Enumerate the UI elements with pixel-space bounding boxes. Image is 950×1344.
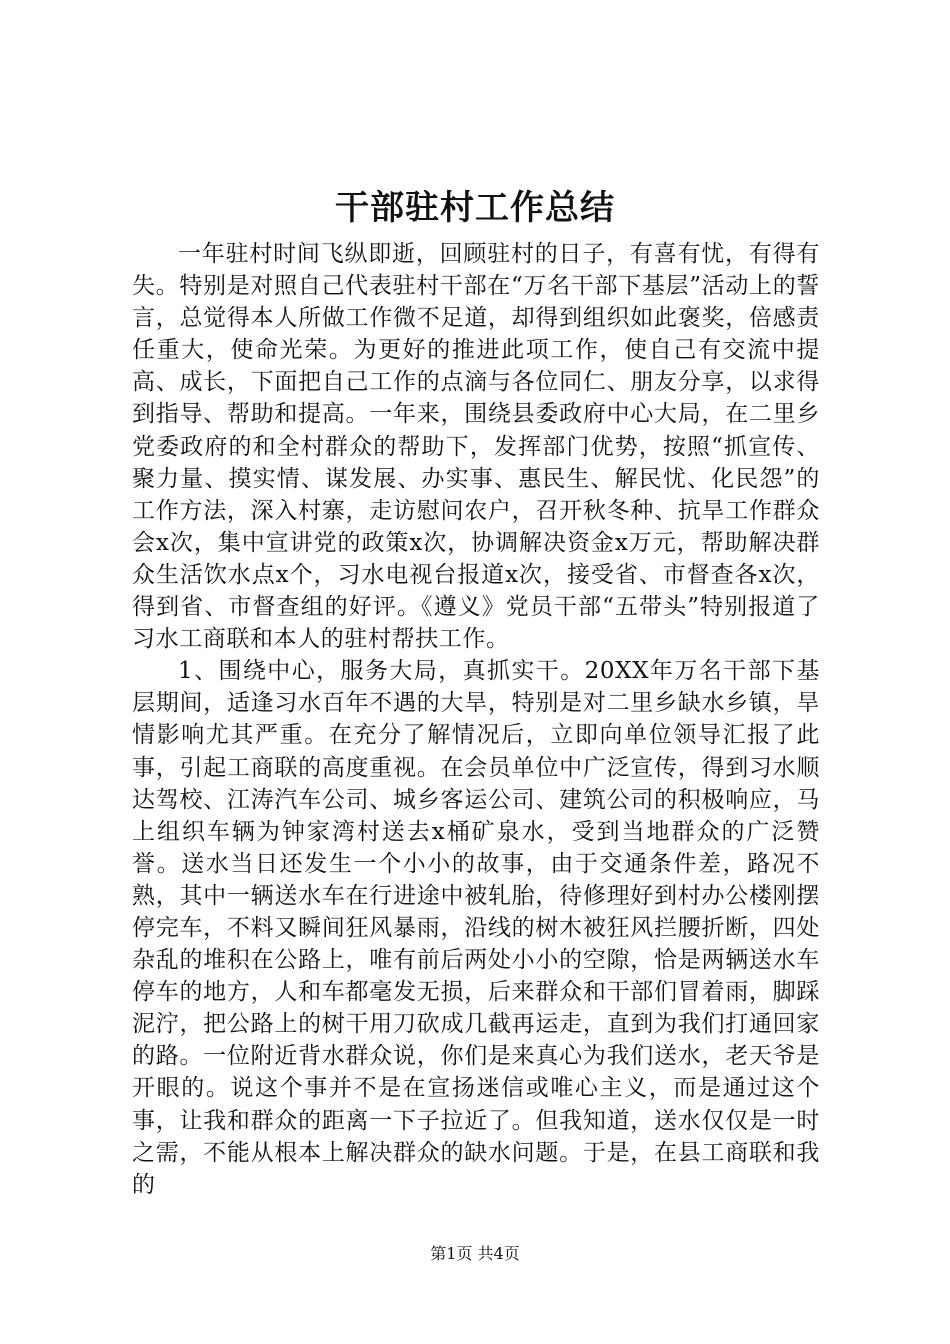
page-number-footer: 第1页 共4页 bbox=[430, 1244, 520, 1263]
paragraph-intro: 一年驻村时间飞纵即逝，回顾驻村的日子，有喜有忧，有得有失。特别是对照自己代表驻村干部在“万名干部下基层”活动上的誓言，总觉得本人所做工作微不足道，却得到组织如此褒奖，倍感责任重大，使命光荣。为更好的推进此项工作，使自己有交流中提高、成长，下面把自己工作的点滴与各位同仁、朋友分享，以求得到指导、帮助和提高。一年来，围绕县委政府中心大局，在二里乡党委政府的和全村群众的帮助下，发挥部门优势，按照“抓宣传、聚力量、摸实情、谋发展、办实事、惠民生、解民忧、化民怨”的工作方法，深入村寨，走访慰问农户，召开秋冬种、抗旱工作群众会x次，集中宣讲党的政策x次，协调解决资金x万元，帮助解决群众生活饮水点x个，习水电视台报道x次，接受省、市督查各x次，得到省、市督查组的好评。《遵义》党员干部“五带头”特别报道了习水工商联和本人的驻村帮扶工作。 bbox=[132, 241, 820, 653]
document-body bbox=[132, 238, 820, 1201]
document-title: 干部驻村工作总结 bbox=[335, 188, 615, 228]
paragraph-section-1: 1、围绕中心，服务大局，真抓实干。20XX年万名干部下基层期间，适逢习水百年不遇的大旱，特别是对二里乡缺水乡镇，旱情影响尤其严重。在充分了解情况后，立即向单位领导汇报了此事，引起工商联的高度重视。在会员单位中广泛宣传，得到习水顺达驾校、江涛汽车公司、城乡客运公司、建筑公司的积极响应，马上组织车辆为钟家湾村送去x桶矿泉水，受到当地群众的广泛赞誉。送水当日还发生一个小小的故事，由于交通条件差，路况不熟，其中一辆送水车在行进途中被轧胎，待修理好到村办公楼刚摆停完车，不料又瞬间狂风暴雨，沿线的树木被狂风拦腰折断，四处杂乱的堆积在公路上，唯有前后两处小小的空隙，恰是两辆送水车停车的地方，人和车都毫发无损，后来群众和干部们冒着雨，脚踩泥泞，把公路上的树干用刀砍成几截再运走，直到为我们打通回家的路。一位附近背水群众说，你们是来真心为我们送水，老天爷是开眼的。说这个事并不是在宣扬迷信或唯心主义，而是通过这个事，让我和群众的距离一下子拉近了。但我知道，送水仅仅是一时之需，不能从根本上解决群众的缺水问题。于是，在县工商联和我的 bbox=[132, 658, 820, 1198]
